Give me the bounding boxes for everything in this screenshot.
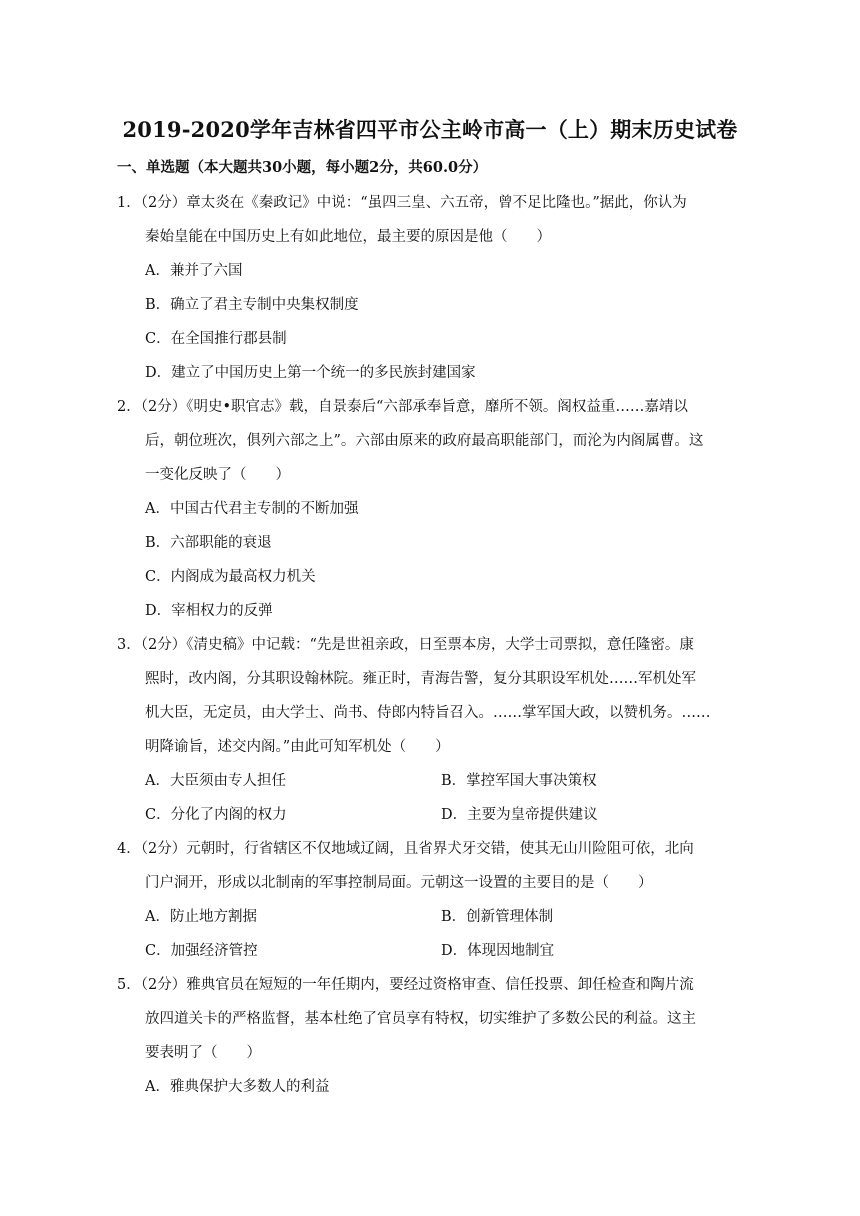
option-b: B．掌控军国大事决策权 — [441, 773, 597, 789]
question-text-line: 4．（2分）元朝时，行省辖区不仅地域辽阔，且省界犬牙交错，使其无山川险阻可依，北向 — [117, 841, 694, 857]
question-text-line: 2．（2分）《明史•职官志》载，自景泰后“六部承奉旨意，靡所不领。阁权益重……嘉靖以 — [117, 399, 688, 415]
question-text-line: 后，朝位班次，俱列六部之上”。六部由原来的政府最高职能部门，而沦为内阁属曹。这 — [145, 433, 704, 449]
question-text-line: 秦始皇能在中国历史上有如此地位，最主要的原因是他（ ） — [145, 229, 551, 245]
option-c: C．在全国推行郡县制 — [145, 331, 287, 347]
question-text-line: 一变化反映了（ ） — [145, 467, 290, 483]
question-text-line: 1．（2分）章太炎在《秦政记》中说：“虽四三皇、六五帝，曾不足比隆也。”据此，你认为 — [117, 195, 687, 211]
option-a: A．中国古代君主专制的不断加强 — [145, 501, 359, 517]
option-row — [117, 764, 737, 798]
option-row — [117, 934, 737, 968]
question-3 — [117, 628, 737, 832]
option-a: A．兼并了六国 — [145, 263, 243, 279]
option-c: C．加强经济管控 — [145, 943, 258, 959]
question-text-line: 要表明了（ ） — [145, 1045, 261, 1061]
question-text-line: 放四道关卡的严格监督，基本杜绝了官员享有特权，切实维护了多数公民的利益。这主 — [145, 1011, 696, 1027]
option-a: A．雅典保护大多数人的利益 — [145, 1079, 330, 1095]
option-b: B．六部职能的衰退 — [145, 535, 272, 551]
question-list — [117, 186, 737, 1104]
question-text-line: 机大臣，无定员，由大学士、尚书、侍郎内特旨召入。……掌军国大政，以赞机务。…… — [145, 705, 711, 721]
question-text-line: 3．（2分）《清史稿》中记载：“先是世祖亲政，日至票本房，大学士司票拟，意任隆密。康 — [117, 637, 694, 653]
question-2 — [117, 390, 737, 628]
option-a: A．防止地方割据 — [145, 909, 257, 925]
exam-title: 2019-2020学年吉林省四平市公主岭市高一（上）期末历史试卷 — [122, 117, 738, 142]
option-b: B．确立了君主专制中央集权制度 — [145, 297, 359, 313]
option-c: C．分化了内阁的权力 — [145, 807, 287, 823]
question-1 — [117, 186, 737, 390]
question-text-line: 5．（2分）雅典官员在短短的一年任期内，要经过资格审查、信任投票、卸任检查和陶片流 — [117, 977, 694, 993]
option-b: B．创新管理体制 — [441, 909, 554, 925]
option-d: D．体现因地制宜 — [441, 943, 555, 959]
option-d: D．主要为皇帝提供建议 — [441, 807, 598, 823]
question-text-line: 门户洞开，形成以北制南的军事控制局面。元朝这一设置的主要目的是（ ） — [145, 875, 653, 891]
option-row — [117, 900, 737, 934]
question-text-line: 明降谕旨，述交内阁。”由此可知军机处（ ） — [145, 739, 450, 755]
option-a: A．大臣须由专人担任 — [145, 773, 286, 789]
question-5 — [117, 968, 737, 1104]
option-d: D．建立了中国历史上第一个统一的多民族封建国家 — [145, 365, 476, 381]
option-row — [117, 798, 737, 832]
section-heading: 一、单选题（本大题共30小题，每小题2分，共60.0分） — [117, 159, 488, 176]
question-text-line: 熙时，改内阁，分其职设翰林院。雍正时，青海告警，复分其职设军机处……军机处军 — [145, 671, 696, 687]
option-c: C．内阁成为最高权力机关 — [145, 569, 316, 585]
option-d: D．宰相权力的反弹 — [145, 603, 273, 619]
question-4 — [117, 832, 737, 968]
